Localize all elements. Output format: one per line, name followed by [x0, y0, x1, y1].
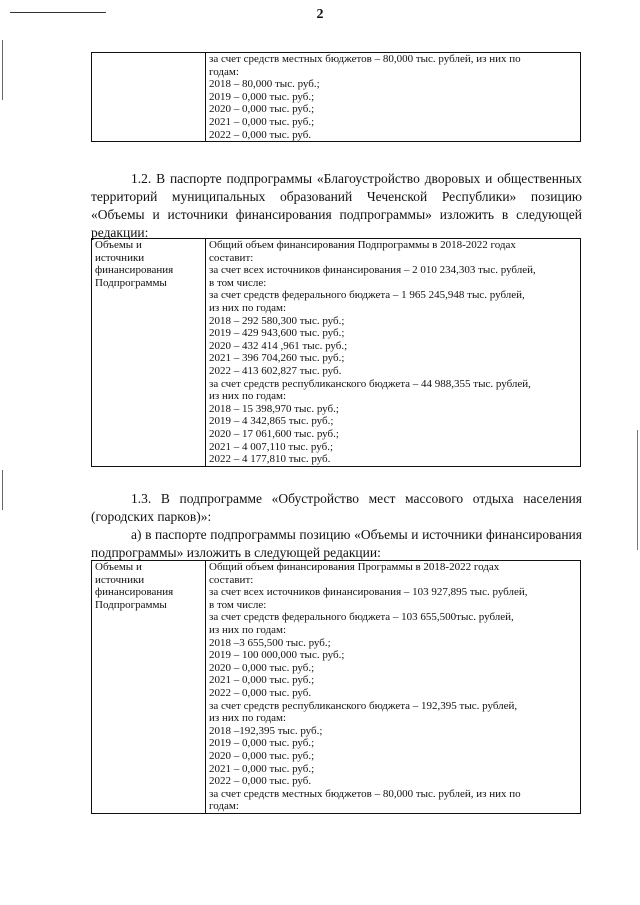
text-line: из них по годам:	[209, 390, 287, 403]
text-line: 2022 – 4 177,810 тыс. руб.	[209, 453, 331, 466]
text-line: 2021 – 396 704,260 тыс. руб.;	[209, 352, 345, 365]
text-line: из них по годам:	[209, 301, 287, 314]
text-line: 2019 – 4 342,865 тыс. руб.;	[209, 415, 334, 428]
text-line: 2022 – 413 602,827 тыс. руб.	[209, 364, 342, 377]
table-cell-funding	[206, 239, 581, 467]
text-line: редакции:	[91, 225, 149, 240]
funding-table-continuation	[91, 52, 581, 142]
text-line: в том числе:	[209, 276, 267, 289]
text-line: за счет всех источников финансирования – 103 927,895 тыс. рублей,	[209, 586, 528, 599]
text-line: территорий муниципальных образований Чеченской Республики» позицию	[91, 189, 582, 204]
text-line: 2019 – 0,000 тыс. руб.;	[209, 90, 315, 103]
text-line: Подпрограммы	[95, 276, 167, 289]
text-line: 2019 – 100 000,000 тыс. руб.;	[209, 649, 345, 662]
text-line: за счет средств республиканского бюджета – 192,395 тыс. рублей,	[209, 699, 518, 712]
text-line: за счет всех источников финансирования – 2 010 234,303 тыс. рублей,	[209, 264, 536, 277]
text-line: 1.2. В паспорте подпрограммы «Благоустройство дворовых и общественных	[131, 171, 582, 186]
table-cell-empty	[92, 53, 206, 142]
text-line: 2022 – 0,000 тыс. руб.	[209, 686, 312, 699]
text-line: 2021 – 0,000 тыс. руб.;	[209, 674, 315, 687]
text-line: 2022 – 0,000 тыс. руб.	[209, 128, 312, 141]
text-line: финансирования	[95, 264, 174, 277]
text-line: годам:	[209, 65, 239, 78]
text-line: источники	[95, 251, 145, 264]
text-line: 2018 –3 655,500 тыс. руб.;	[209, 636, 331, 649]
table-cell-label	[92, 239, 206, 467]
funding-table-1-3	[91, 560, 581, 814]
table-row	[92, 561, 581, 814]
text-line: 2020 – 0,000 тыс. руб.;	[209, 749, 315, 762]
text-line: «Объемы и источники финансирования подпрограммы» изложить в следующей	[91, 207, 582, 222]
text-line: 2019 – 0,000 тыс. руб.;	[209, 737, 315, 750]
text-line: составит:	[209, 573, 254, 586]
text-line: а) в паспорте подпрограммы позицию «Объемы и источники финансирования	[131, 527, 582, 542]
text-line: 2021 – 4 007,110 тыс. руб.;	[209, 440, 334, 453]
text-line: годам:	[209, 800, 239, 813]
text-line: 2018 – 292 580,300 тыс. руб.;	[209, 314, 345, 327]
text-line: Общий объем финансирования Подпрограммы в 2018-2022 годах	[209, 239, 516, 251]
text-line: из них по годам:	[209, 623, 287, 636]
text-line: 2020 – 17 061,600 тыс. руб.;	[209, 427, 339, 440]
text-line: Объемы и	[95, 239, 142, 251]
text-line: 2021 – 0,000 тыс. руб.;	[209, 115, 315, 128]
text-line: Подпрограммы	[95, 598, 167, 611]
text-line: Общий объем финансирования Программы в 2018-2022 годах	[209, 561, 500, 573]
text-line: за счет средств республиканского бюджета – 44 988,355 тыс. рублей,	[209, 377, 531, 390]
scan-edge-mark	[637, 430, 638, 550]
page-number: 2	[316, 7, 324, 22]
text-line: 2022 – 0,000 тыс. руб.	[209, 775, 312, 788]
paragraph-1-3	[91, 490, 582, 562]
text-line: подпрограммы» изложить в следующей редакции:	[91, 545, 381, 560]
top-rule	[10, 12, 106, 13]
table-row	[92, 53, 581, 142]
text-line: 2020 – 0,000 тыс. руб.;	[209, 661, 315, 674]
text-line: Объемы и	[95, 561, 142, 573]
text-line: источники	[95, 573, 145, 586]
scan-edge-mark	[2, 470, 3, 510]
text-line: 2018 – 15 398,970 тыс. руб.;	[209, 402, 339, 415]
text-line: за счет средств федерального бюджета – 103 655,500тыс. рублей,	[209, 611, 514, 624]
text-line: из них по годам:	[209, 712, 287, 725]
text-line: 2018 – 80,000 тыс. руб.;	[209, 78, 320, 91]
table-cell-funding	[206, 53, 581, 142]
text-line: 2019 – 429 943,600 тыс. руб.;	[209, 327, 345, 340]
text-line: 2018 –192,395 тыс. руб.;	[209, 724, 323, 737]
text-line: 2020 – 432 414 ,961 тыс. руб.;	[209, 339, 348, 352]
text-line: 2021 – 0,000 тыс. руб.;	[209, 762, 315, 775]
text-line: (городских парков)»:	[91, 509, 212, 524]
scan-edge-mark	[2, 40, 3, 100]
text-line: 2020 – 0,000 тыс. руб.;	[209, 103, 315, 116]
text-line: за счет средств местных бюджетов – 80,000 тыс. рублей, из них по	[209, 53, 521, 65]
text-line: за счет средств местных бюджетов – 80,000 тыс. рублей, из них по	[209, 787, 521, 800]
text-line: за счет средств федерального бюджета – 1 965 245,948 тыс. рублей,	[209, 289, 525, 302]
text-line: в том числе:	[209, 598, 267, 611]
funding-table-1-2	[91, 238, 581, 467]
text-line: 1.3. В подпрограмме «Обустройство мест массового отдыха населения	[131, 491, 582, 506]
text-line: составит:	[209, 251, 254, 264]
table-cell-label	[92, 561, 206, 814]
table-row	[92, 239, 581, 467]
text-line: финансирования	[95, 586, 174, 599]
paragraph-1-2	[91, 170, 582, 242]
table-cell-funding	[206, 561, 581, 814]
